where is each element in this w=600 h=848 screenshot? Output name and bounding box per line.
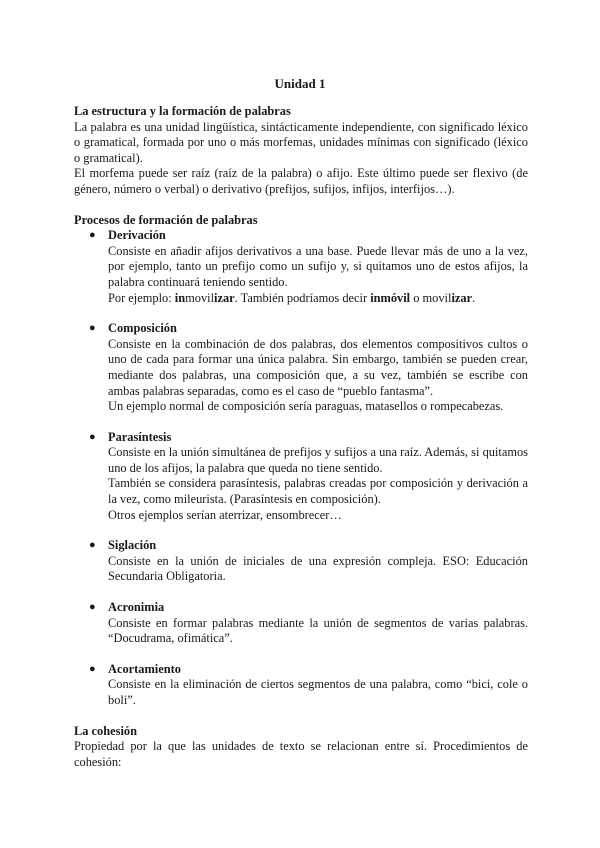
item-extra: Otros ejemplos serían aterrizar, ensombrecer… <box>108 507 342 522</box>
list-item-acronimia <box>74 600 528 647</box>
item-title: Acronimia <box>108 600 165 615</box>
paragraph-palabra: La palabra es una unidad lingüística, sintácticamente independiente, con significado léxico o gramatical, formada por uno o más morfemas, unidades mínimas con significado (léxico o gramatical). <box>74 119 528 165</box>
item-body: Consiste en la eliminación de ciertos segmentos de una palabra, como “bici, cole o boli”. <box>108 677 528 707</box>
bullet-icon: ● <box>89 539 96 552</box>
bullet-icon: ● <box>89 430 96 443</box>
paragraph-cohesion: Propiedad por la que las unidades de texto se relacionan entre sí. Procedimientos de cohesión: <box>74 739 528 769</box>
bullet-icon: ● <box>89 229 96 242</box>
bullet-icon: ● <box>89 601 96 614</box>
item-title: Siglación <box>108 538 157 553</box>
list-item-derivacion <box>74 228 528 306</box>
item-extra: También se considera parasíntesis, palabras creadas por composición y derivación a la vez, como mileurista. (Parasíntesis en composición). <box>108 476 528 507</box>
item-title: Acortamiento <box>108 661 181 676</box>
item-body: Consiste en formar palabras mediante la unión de segmentos de varias palabras. “Docudrama, ofimática”. <box>108 615 528 646</box>
list-item-composicion <box>74 321 528 415</box>
process-list <box>74 228 528 708</box>
item-extra: Un ejemplo normal de composición sería paraguas, matasellos o rompecabezas. <box>108 399 504 414</box>
item-body: Consiste en la unión simultánea de prefijos y sufijos a una raíz. Además, si quitamos uno de los afijos, la palabra que queda no tiene sentido. <box>108 445 528 475</box>
list-item-siglacion <box>74 538 528 585</box>
section-heading-cohesion: La cohesión <box>74 723 137 738</box>
item-body: Consiste en la unión de iniciales de una expresión compleja. ESO: Educación Secundaria Obligatoria. <box>108 553 528 584</box>
bullet-icon: ● <box>89 662 96 675</box>
list-item-acortamiento <box>74 662 528 709</box>
paragraph-morfema: El morfema puede ser raíz (raíz de la palabra) o afijo. Este último puede ser flexivo (de género, número o verbal) o derivativo (prefijos, sufijos, infijos, interfijos…). <box>74 166 528 196</box>
item-title: Composición <box>108 321 177 336</box>
item-example: Por ejemplo: inmovilizar. También podríamos decir inmóvil o movilizar. <box>108 290 476 305</box>
item-title: Parasíntesis <box>108 429 172 444</box>
item-body: Consiste en añadir afijos derivativos a una base. Puede llevar más de uno a la vez, por ejemplo, tanto un prefijo como un sufijo y, si quitamos uno de estos afijos, la palabra continuará teniendo sentido. <box>108 243 528 289</box>
document-body <box>74 104 528 770</box>
bullet-icon: ● <box>89 322 96 335</box>
item-title: Derivación <box>108 228 166 243</box>
list-item-parasintesis <box>74 430 528 524</box>
section-heading-procesos: Procesos de formación de palabras <box>74 212 258 227</box>
item-body: Consiste en la combinación de dos palabras, dos elementos compositivos cultos o uno de cada para formar una única palabra. Sin embargo, también se pueden crear, mediante dos palabras, una composición que, a su vez, también se escribe con ambas palabras separadas, como es el caso de “pueblo fantasma”. <box>108 336 528 398</box>
page-title: Unidad 1 <box>274 76 326 91</box>
section-heading-estructura: La estructura y la formación de palabras <box>74 104 291 118</box>
